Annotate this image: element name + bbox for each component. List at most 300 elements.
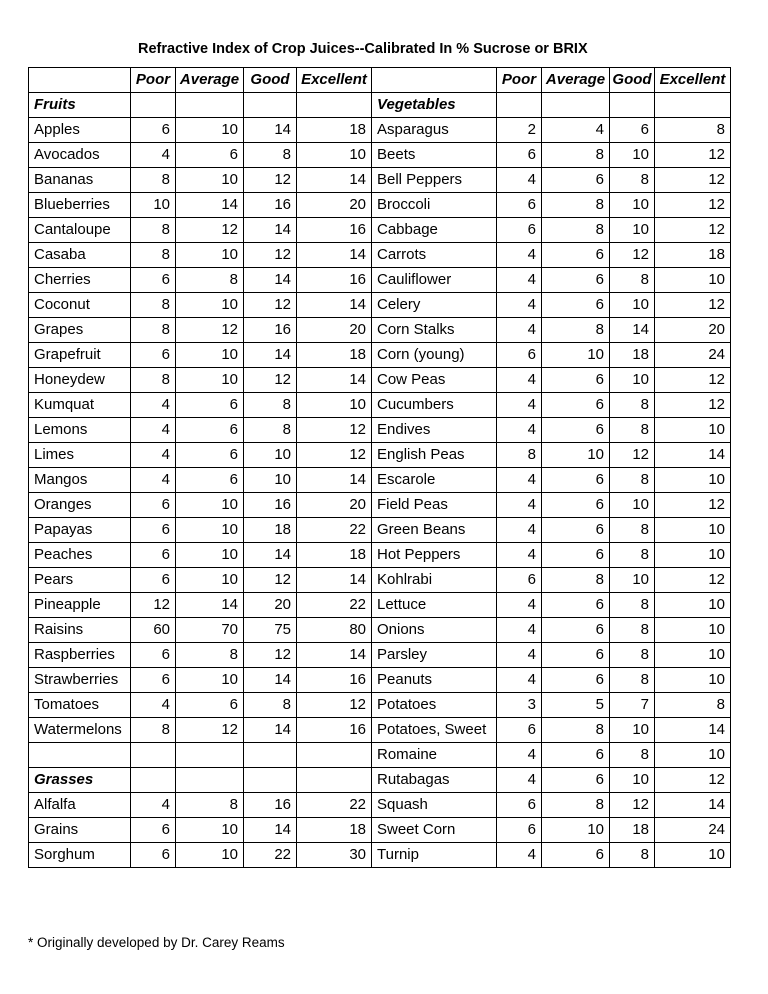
good-value: 12	[244, 293, 297, 318]
average-value: 4	[542, 118, 610, 143]
crop-name: English Peas	[372, 443, 497, 468]
excellent-value: 10	[655, 618, 731, 643]
crop-name: Casaba	[29, 243, 131, 268]
good-value: 8	[244, 418, 297, 443]
crop-name: Avocados	[29, 143, 131, 168]
poor-value: 4	[497, 618, 542, 643]
average-value: 6	[542, 393, 610, 418]
excellent-value: 18	[655, 243, 731, 268]
table-row	[29, 818, 731, 843]
good-value: 8	[610, 268, 655, 293]
crop-name	[29, 743, 131, 768]
average-value: 10	[542, 443, 610, 468]
header-row	[29, 68, 731, 93]
poor-value: 8	[131, 318, 176, 343]
table-row	[29, 593, 731, 618]
average-value: 12	[176, 318, 244, 343]
crop-name: Alfalfa	[29, 793, 131, 818]
excellent-value: 14	[655, 443, 731, 468]
good-value: 8	[610, 168, 655, 193]
header-poor: Poor	[131, 68, 176, 93]
table-row	[29, 93, 731, 118]
good-value: 14	[244, 218, 297, 243]
poor-value: 6	[497, 718, 542, 743]
excellent-value: 10	[655, 668, 731, 693]
poor-value: 6	[131, 643, 176, 668]
average-value: 6	[542, 843, 610, 868]
crop-name: Tomatoes	[29, 693, 131, 718]
average-value: 8	[542, 218, 610, 243]
excellent-value: 10	[655, 593, 731, 618]
poor-value: 6	[131, 843, 176, 868]
excellent-value: 12	[655, 218, 731, 243]
table-row	[29, 368, 731, 393]
poor-value: 8	[131, 218, 176, 243]
poor-value: 6	[131, 818, 176, 843]
poor-value: 8	[131, 368, 176, 393]
average-value: 6	[176, 693, 244, 718]
header-average: Average	[542, 68, 610, 93]
poor-value: 8	[131, 293, 176, 318]
crop-name: Cantaloupe	[29, 218, 131, 243]
poor-value: 4	[497, 768, 542, 793]
good-value: 12	[244, 243, 297, 268]
poor-value: 8	[131, 243, 176, 268]
good-value: 18	[610, 818, 655, 843]
average-value: 6	[542, 293, 610, 318]
good-value	[610, 93, 655, 118]
crop-name: Romaine	[372, 743, 497, 768]
table-row	[29, 668, 731, 693]
table-row	[29, 418, 731, 443]
good-value	[244, 768, 297, 793]
average-value	[542, 93, 610, 118]
crop-name: Parsley	[372, 643, 497, 668]
crop-name: Mangos	[29, 468, 131, 493]
average-value: 10	[176, 818, 244, 843]
crop-name: Apples	[29, 118, 131, 143]
crop-name: Blueberries	[29, 193, 131, 218]
good-value: 10	[244, 443, 297, 468]
average-value: 10	[176, 518, 244, 543]
crop-name: Cucumbers	[372, 393, 497, 418]
poor-value: 6	[497, 568, 542, 593]
header-blank-right	[372, 68, 497, 93]
excellent-value: 12	[655, 193, 731, 218]
average-value: 10	[176, 243, 244, 268]
crop-name: Watermelons	[29, 718, 131, 743]
poor-value: 4	[131, 693, 176, 718]
average-value: 8	[542, 193, 610, 218]
poor-value: 2	[497, 118, 542, 143]
poor-value: 4	[131, 468, 176, 493]
average-value: 6	[542, 518, 610, 543]
average-value: 10	[176, 543, 244, 568]
average-value: 10	[176, 118, 244, 143]
table-row	[29, 843, 731, 868]
crop-name: Endives	[372, 418, 497, 443]
excellent-value: 20	[297, 318, 372, 343]
poor-value: 4	[131, 393, 176, 418]
average-value: 8	[176, 643, 244, 668]
crop-name: Cabbage	[372, 218, 497, 243]
excellent-value: 14	[297, 243, 372, 268]
poor-value: 8	[131, 168, 176, 193]
excellent-value: 24	[655, 343, 731, 368]
excellent-value: 10	[655, 518, 731, 543]
poor-value: 4	[497, 593, 542, 618]
excellent-value: 12	[655, 368, 731, 393]
poor-value: 4	[497, 493, 542, 518]
crop-name: Coconut	[29, 293, 131, 318]
crop-name: Bell Peppers	[372, 168, 497, 193]
good-value: 8	[610, 593, 655, 618]
crop-name: Turnip	[372, 843, 497, 868]
average-value: 6	[542, 768, 610, 793]
crop-name: Cow Peas	[372, 368, 497, 393]
table-row	[29, 518, 731, 543]
poor-value: 6	[497, 793, 542, 818]
crop-name: Limes	[29, 443, 131, 468]
good-value: 10	[610, 193, 655, 218]
average-value	[176, 743, 244, 768]
table-row	[29, 193, 731, 218]
average-value: 70	[176, 618, 244, 643]
good-value: 8	[610, 643, 655, 668]
crop-name: Cauliflower	[372, 268, 497, 293]
good-value: 8	[610, 418, 655, 443]
good-value: 10	[610, 768, 655, 793]
good-value: 18	[244, 518, 297, 543]
section-heading: Fruits	[29, 93, 131, 118]
average-value: 6	[542, 268, 610, 293]
excellent-value: 14	[297, 368, 372, 393]
crop-name: Potatoes, Sweet	[372, 718, 497, 743]
excellent-value: 20	[297, 493, 372, 518]
table-row	[29, 493, 731, 518]
excellent-value: 12	[655, 393, 731, 418]
excellent-value: 10	[297, 143, 372, 168]
crop-name: Potatoes	[372, 693, 497, 718]
good-value	[244, 743, 297, 768]
good-value: 8	[610, 618, 655, 643]
good-value: 8	[610, 668, 655, 693]
average-value: 14	[176, 193, 244, 218]
excellent-value: 12	[655, 568, 731, 593]
excellent-value: 10	[655, 643, 731, 668]
crop-name: Onions	[372, 618, 497, 643]
crop-name: Field Peas	[372, 493, 497, 518]
good-value: 8	[610, 843, 655, 868]
page-title: Refractive Index of Crop Juices--Calibrated In % Sucrose or BRIX	[138, 41, 588, 57]
excellent-value: 8	[655, 118, 731, 143]
excellent-value: 22	[297, 593, 372, 618]
header-good: Good	[610, 68, 655, 93]
average-value: 14	[176, 593, 244, 618]
average-value: 10	[176, 668, 244, 693]
excellent-value: 16	[297, 668, 372, 693]
good-value: 7	[610, 693, 655, 718]
average-value: 6	[176, 393, 244, 418]
poor-value: 8	[131, 718, 176, 743]
table-row	[29, 168, 731, 193]
table-row	[29, 543, 731, 568]
poor-value: 6	[497, 818, 542, 843]
poor-value: 6	[497, 143, 542, 168]
good-value: 14	[244, 718, 297, 743]
crop-name: Cherries	[29, 268, 131, 293]
poor-value: 4	[131, 143, 176, 168]
crop-name: Kumquat	[29, 393, 131, 418]
good-value: 8	[244, 143, 297, 168]
good-value: 14	[244, 118, 297, 143]
excellent-value: 20	[655, 318, 731, 343]
average-value: 5	[542, 693, 610, 718]
crop-name: Beets	[372, 143, 497, 168]
crop-name: Rutabagas	[372, 768, 497, 793]
excellent-value: 12	[297, 443, 372, 468]
poor-value: 4	[497, 543, 542, 568]
excellent-value: 12	[655, 293, 731, 318]
crop-name: Raspberries	[29, 643, 131, 668]
crop-name: Raisins	[29, 618, 131, 643]
table-row	[29, 318, 731, 343]
good-value: 12	[610, 793, 655, 818]
header-blank-left	[29, 68, 131, 93]
excellent-value: 12	[297, 418, 372, 443]
excellent-value	[297, 743, 372, 768]
section-heading: Grasses	[29, 768, 131, 793]
crop-name: Sorghum	[29, 843, 131, 868]
average-value: 10	[176, 293, 244, 318]
excellent-value: 18	[297, 343, 372, 368]
excellent-value: 20	[297, 193, 372, 218]
poor-value: 4	[497, 743, 542, 768]
good-value: 10	[610, 493, 655, 518]
excellent-value: 10	[655, 418, 731, 443]
average-value: 6	[176, 418, 244, 443]
excellent-value: 12	[655, 168, 731, 193]
header-poor: Poor	[497, 68, 542, 93]
table-row	[29, 443, 731, 468]
crop-name: Corn (young)	[372, 343, 497, 368]
table-row	[29, 393, 731, 418]
table-row	[29, 118, 731, 143]
good-value: 10	[610, 718, 655, 743]
poor-value: 6	[497, 193, 542, 218]
average-value: 12	[176, 718, 244, 743]
good-value: 12	[244, 368, 297, 393]
excellent-value: 10	[655, 743, 731, 768]
good-value: 12	[244, 643, 297, 668]
table-row	[29, 743, 731, 768]
table-row	[29, 143, 731, 168]
table-row	[29, 618, 731, 643]
excellent-value: 24	[655, 818, 731, 843]
average-value: 10	[176, 168, 244, 193]
excellent-value: 8	[655, 693, 731, 718]
poor-value: 4	[497, 168, 542, 193]
average-value: 8	[542, 793, 610, 818]
good-value: 14	[244, 668, 297, 693]
average-value: 6	[542, 493, 610, 518]
good-value: 8	[244, 393, 297, 418]
good-value: 14	[244, 343, 297, 368]
good-value: 8	[610, 468, 655, 493]
excellent-value: 10	[655, 268, 731, 293]
good-value: 20	[244, 593, 297, 618]
crop-name: Broccoli	[372, 193, 497, 218]
poor-value: 6	[131, 268, 176, 293]
crop-name: Grapefruit	[29, 343, 131, 368]
poor-value: 4	[497, 643, 542, 668]
good-value: 16	[244, 493, 297, 518]
average-value: 10	[176, 493, 244, 518]
excellent-value: 14	[297, 643, 372, 668]
average-value: 6	[542, 243, 610, 268]
crop-name: Papayas	[29, 518, 131, 543]
poor-value: 10	[131, 193, 176, 218]
excellent-value: 22	[297, 518, 372, 543]
average-value: 8	[542, 143, 610, 168]
excellent-value: 12	[297, 693, 372, 718]
table-row	[29, 693, 731, 718]
good-value: 16	[244, 193, 297, 218]
good-value: 8	[610, 518, 655, 543]
poor-value: 6	[131, 493, 176, 518]
good-value: 12	[610, 443, 655, 468]
average-value: 6	[542, 543, 610, 568]
table-row	[29, 793, 731, 818]
excellent-value: 14	[297, 468, 372, 493]
table-row	[29, 268, 731, 293]
good-value: 22	[244, 843, 297, 868]
average-value: 6	[176, 468, 244, 493]
average-value: 10	[176, 368, 244, 393]
average-value: 10	[542, 818, 610, 843]
crop-name: Honeydew	[29, 368, 131, 393]
good-value: 8	[610, 543, 655, 568]
excellent-value: 12	[655, 768, 731, 793]
poor-value: 6	[131, 518, 176, 543]
average-value: 8	[542, 318, 610, 343]
excellent-value: 14	[297, 568, 372, 593]
excellent-value: 18	[297, 543, 372, 568]
poor-value: 6	[497, 343, 542, 368]
poor-value	[131, 768, 176, 793]
excellent-value: 12	[655, 143, 731, 168]
excellent-value: 10	[655, 468, 731, 493]
poor-value: 4	[497, 468, 542, 493]
average-value: 6	[542, 418, 610, 443]
poor-value: 6	[497, 218, 542, 243]
average-value: 10	[176, 343, 244, 368]
excellent-value: 18	[297, 818, 372, 843]
crop-name: Escarole	[372, 468, 497, 493]
footnote: * Originally developed by Dr. Carey Reams	[28, 935, 285, 950]
excellent-value: 16	[297, 218, 372, 243]
table-row	[29, 293, 731, 318]
poor-value	[497, 93, 542, 118]
header-excellent: Excellent	[297, 68, 372, 93]
good-value: 12	[610, 243, 655, 268]
poor-value: 4	[497, 293, 542, 318]
poor-value: 4	[497, 268, 542, 293]
average-value: 6	[542, 618, 610, 643]
header-average: Average	[176, 68, 244, 93]
crop-name: Oranges	[29, 493, 131, 518]
crop-name: Lemons	[29, 418, 131, 443]
crop-name: Peaches	[29, 543, 131, 568]
excellent-value: 30	[297, 843, 372, 868]
excellent-value: 10	[655, 843, 731, 868]
excellent-value: 10	[297, 393, 372, 418]
table-row	[29, 718, 731, 743]
average-value: 12	[176, 218, 244, 243]
crop-name: Carrots	[372, 243, 497, 268]
average-value: 6	[542, 468, 610, 493]
average-value	[176, 768, 244, 793]
crop-name: Pineapple	[29, 593, 131, 618]
excellent-value: 22	[297, 793, 372, 818]
average-value: 6	[542, 168, 610, 193]
good-value: 12	[244, 168, 297, 193]
poor-value	[131, 743, 176, 768]
excellent-value	[297, 93, 372, 118]
poor-value: 6	[131, 543, 176, 568]
crop-name: Lettuce	[372, 593, 497, 618]
poor-value: 6	[131, 668, 176, 693]
poor-value: 3	[497, 693, 542, 718]
excellent-value: 12	[655, 493, 731, 518]
crop-name: Grapes	[29, 318, 131, 343]
good-value: 14	[610, 318, 655, 343]
poor-value: 4	[131, 418, 176, 443]
good-value: 8	[244, 693, 297, 718]
good-value: 10	[610, 368, 655, 393]
excellent-value: 16	[297, 268, 372, 293]
average-value: 6	[542, 593, 610, 618]
excellent-value: 10	[655, 543, 731, 568]
poor-value: 4	[497, 393, 542, 418]
section-heading: Vegetables	[372, 93, 497, 118]
excellent-value: 14	[297, 168, 372, 193]
average-value: 10	[176, 843, 244, 868]
average-value: 10	[176, 568, 244, 593]
good-value: 6	[610, 118, 655, 143]
poor-value: 4	[131, 443, 176, 468]
poor-value	[131, 93, 176, 118]
good-value: 8	[610, 393, 655, 418]
average-value: 6	[542, 668, 610, 693]
average-value: 6	[542, 368, 610, 393]
crop-name: Celery	[372, 293, 497, 318]
crop-name: Hot Peppers	[372, 543, 497, 568]
crop-name: Sweet Corn	[372, 818, 497, 843]
good-value: 14	[244, 818, 297, 843]
average-value: 6	[176, 443, 244, 468]
crop-name: Squash	[372, 793, 497, 818]
good-value: 10	[244, 468, 297, 493]
good-value: 12	[244, 568, 297, 593]
poor-value: 6	[131, 118, 176, 143]
good-value: 10	[610, 143, 655, 168]
average-value: 6	[176, 143, 244, 168]
poor-value: 4	[497, 843, 542, 868]
poor-value: 6	[131, 568, 176, 593]
poor-value: 4	[497, 318, 542, 343]
excellent-value: 14	[297, 293, 372, 318]
